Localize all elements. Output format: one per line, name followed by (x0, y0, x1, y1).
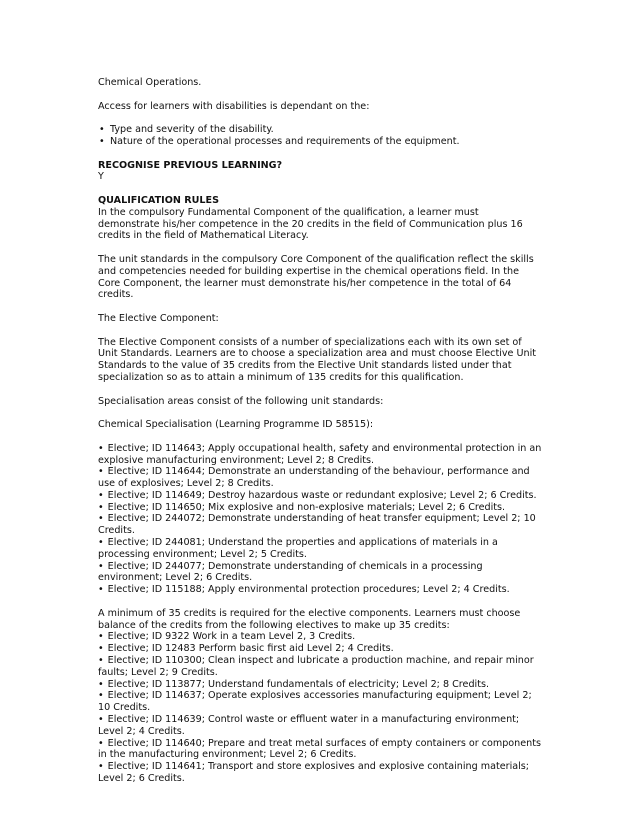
rules-paragraph-elective: The Elective Component consists of a number of specializations each with its own set of Unit Standards. Learners are to choose a specialization area and must choose Elective Unit Standards to the value of 35 credits from the Elective Unit standards listed under that specialization so as to attain a minimum of 135 credits for this qualification. (98, 336, 537, 383)
rules-paragraph-specialisation: Specialisation areas consist of the following unit standards: (98, 395, 384, 407)
rules-paragraph-chemical: Chemical Specialisation (Learning Programme ID 58515): (98, 419, 374, 431)
list-item: • Elective; ID 114637; Operate explosives accessories manufacturing equipment; Level 2; 10 Credits. (98, 690, 542, 714)
list-item: • Elective; ID 114644; Demonstrate an understanding of the behaviour, performance and use of explosives; Level 2; 8 Credits. (98, 466, 542, 490)
list-item: • Elective; ID 9322 Work in a team Level 2, 3 Credits. (98, 631, 542, 643)
list-item: • Elective; ID 244081; Understand the properties and applications of materials in a processing environment; Level 2; 5 Credits. (98, 537, 542, 561)
chemical-elective-list (98, 443, 542, 596)
additional-elective-list (98, 631, 542, 784)
intro-line-2: Access for learners with disabilities is dependant on the: (98, 100, 370, 112)
list-item: • Nature of the operational processes and requirements of the equipment. (98, 136, 542, 148)
list-item: • Type and severity of the disability. (98, 124, 542, 136)
list-item: • Elective; ID 114649; Destroy hazardous waste or redundant explosive; Level 2; 6 Credits. (98, 490, 542, 502)
rules-paragraph-core: The unit standards in the compulsory Core Component of the qualification reflect the skills and competencies needed for building expertise in the chemical operations field. In the Core Component, the learner must demonstrate his/her competence in the total of 64 credits. (98, 253, 534, 301)
list-item: • Elective; ID 12483 Perform basic first aid Level 2; 4 Credits. (98, 643, 542, 655)
list-item: • Elective; ID 114643; Apply occupational health, safety and environmental protection in an explosive manufacturing environment; Level 2; 8 Credits. (98, 443, 542, 467)
list-item: • Elective; ID 115188; Apply environmental protection procedures; Level 2; 4 Credits. (98, 584, 542, 596)
list-item: • Elective; ID 244072; Demonstrate understanding of heat transfer equipment; Level 2; 10 Credits. (98, 513, 542, 537)
rules-heading: QUALIFICATION RULES (98, 194, 219, 206)
disability-bullet-list (98, 124, 542, 148)
rules-paragraph-elective-title: The Elective Component: (98, 312, 219, 324)
list-item: • Elective; ID 244077; Demonstrate understanding of chemicals in a processing environment; Level 2; 6 Credits. (98, 561, 542, 585)
list-item: • Elective; ID 114650; Mix explosive and non-explosive materials; Level 2; 6 Credits. (98, 502, 542, 514)
list-item: • Elective; ID 110300; Clean inspect and lubricate a production machine, and repair minor faults; Level 2; 9 Credits. (98, 655, 542, 679)
rules-paragraph-fundamental: In the compulsory Fundamental Component of the qualification, a learner must demonstrate his/her competence in the 20 credits in the field of Communication plus 16 credits in the field of Mathematical Literacy. (98, 206, 523, 242)
rpl-heading: RECOGNISE PREVIOUS LEARNING? (98, 159, 283, 171)
list-item: • Elective; ID 114639; Control waste or effluent water in a manufacturing environment; Level 2; 4 Credits. (98, 714, 542, 738)
rpl-value: Y (98, 171, 104, 183)
list-item: • Elective; ID 114641; Transport and store explosives and explosive containing materials; Level 2; 6 Credits. (98, 761, 542, 785)
list-item: • Elective; ID 114640; Prepare and treat metal surfaces of empty containers or components in the manufacturing environment; Level 2; 6 Credits. (98, 738, 542, 762)
intro-line-1: Chemical Operations. (98, 77, 202, 88)
rules-paragraph-minimum: A minimum of 35 credits is required for the elective components. Learners must choose balance of the credits from the following electives to make up 35 credits: (98, 607, 521, 631)
list-item: • Elective; ID 113877; Understand fundamentals of electricity; Level 2; 8 Credits. (98, 679, 542, 691)
